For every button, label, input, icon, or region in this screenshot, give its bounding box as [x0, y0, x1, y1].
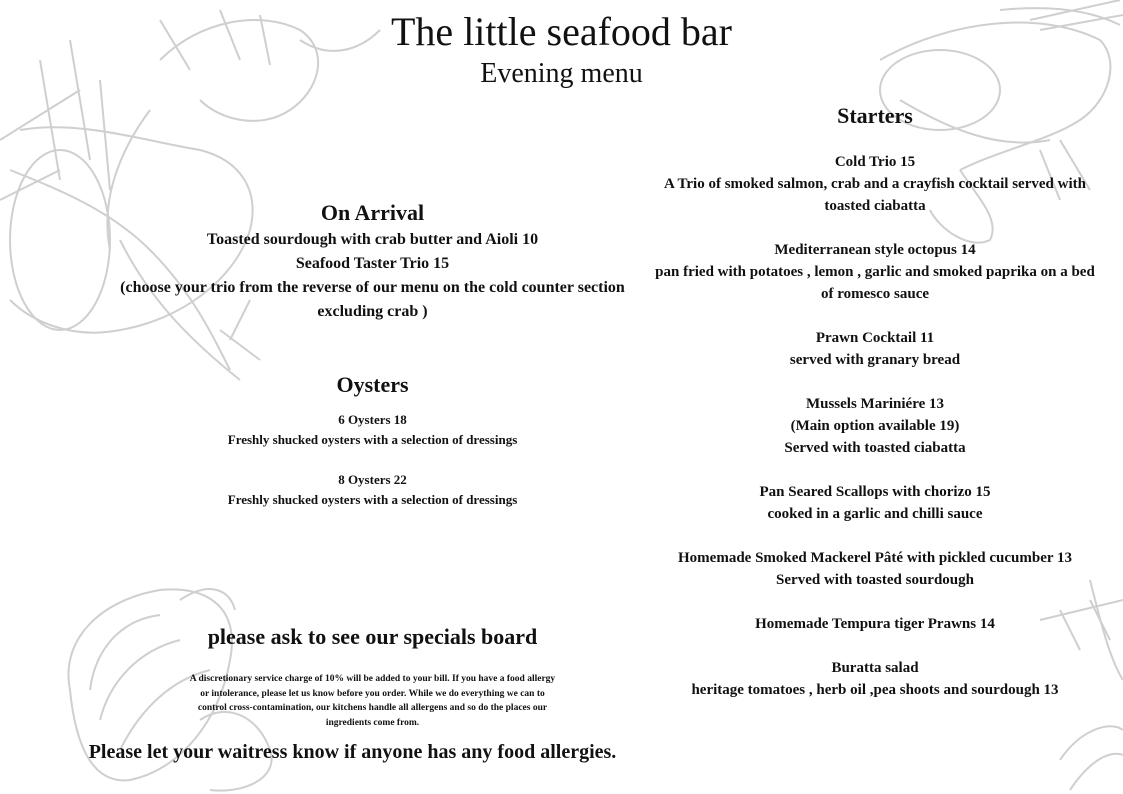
starter-item-desc: A Trio of smoked salmon, crab and a crayfish cocktail served with — [664, 176, 1086, 192]
starters-section — [640, 101, 1110, 723]
starter-item — [640, 239, 1110, 305]
starter-item-desc: Served with toasted sourdough — [776, 572, 974, 588]
starter-item — [640, 481, 1110, 525]
starter-item-title: Cold Trio 15 — [834, 154, 916, 170]
arrival-line: Toasted sourdough with crab butter and Aioli 10 — [206, 231, 539, 248]
starter-item-desc: cooked in a garlic and chilli sauce — [767, 506, 983, 522]
note-line: or intolerance, please let us know before you order. While we do everything we can to — [200, 688, 545, 699]
allergy-notice: Please let your waitress know if anyone has any food allergies. — [88, 741, 617, 763]
service-charge-note — [150, 672, 595, 730]
on-arrival-heading: On Arrival — [320, 200, 425, 225]
oyster-item-desc: Freshly shucked oysters with a selection of dressings — [227, 432, 518, 447]
note-line: A discretionary service charge of 10% will be added to your bill. If you have a food allergy — [189, 674, 556, 684]
starter-item — [640, 327, 1110, 371]
starter-item-title: Buratta salad — [831, 660, 919, 676]
starter-item-desc: heritage tomatoes , herb oil ,pea shoots and sourdough 13 — [691, 682, 1059, 698]
oysters-section — [100, 370, 645, 510]
starter-item — [640, 151, 1110, 217]
starters-heading: Starters — [837, 103, 913, 128]
starter-item — [640, 393, 1110, 459]
oyster-item-name: 6 Oysters 18 — [338, 412, 407, 427]
starter-item-desc: of romesco sauce — [820, 286, 930, 302]
menu-subtitle: Evening menu — [480, 58, 643, 89]
oyster-item-desc: Freshly shucked oysters with a selection of dressings — [227, 492, 518, 507]
starter-item-desc: pan fried with potatoes , lemon , garlic and smoked paprika on a bed — [655, 264, 1095, 280]
arrival-line: excluding crab ) — [317, 303, 428, 320]
arrival-line: Seafood Taster Trio 15 — [295, 255, 450, 272]
starter-item-title: Prawn Cocktail 11 — [815, 330, 935, 346]
starter-item-title: Homemade Smoked Mackerel Pâté with pickled cucumber 13 — [678, 550, 1072, 566]
starter-item — [640, 613, 1110, 635]
on-arrival-section — [100, 198, 645, 324]
starter-item-title: Pan Seared Scallops with chorizo 15 — [759, 484, 991, 500]
note-line: control cross-contamination, our kitchens handle all allergens and so do the places our — [197, 703, 548, 713]
starter-item-title: Mussels Mariniére 13 — [805, 396, 945, 412]
starter-item — [640, 657, 1110, 701]
note-line: ingredients come from. — [325, 717, 420, 728]
starter-item-desc: toasted ciabatta — [824, 198, 926, 214]
starter-item-desc: Served with toasted ciabatta — [784, 440, 966, 456]
starter-item-desc: served with granary bread — [789, 352, 961, 368]
arrival-line: (choose your trio from the reverse of our menu on the cold counter section — [120, 279, 625, 296]
oysters-heading: Oysters — [336, 372, 409, 397]
starter-item-desc: (Main option available 19) — [790, 418, 960, 434]
starter-item-title: Homemade Tempura tiger Prawns 14 — [755, 616, 995, 632]
restaurant-title: The little seafood bar — [391, 9, 732, 54]
specials-board-heading: please ask to see our specials board — [207, 624, 538, 649]
oyster-item-name: 8 Oysters 22 — [338, 472, 407, 487]
starters-list — [640, 151, 1110, 701]
crayfish-sketch — [0, 10, 380, 380]
starter-item-title: Mediterranean style octopus 14 — [774, 242, 976, 258]
starter-item — [640, 547, 1110, 591]
